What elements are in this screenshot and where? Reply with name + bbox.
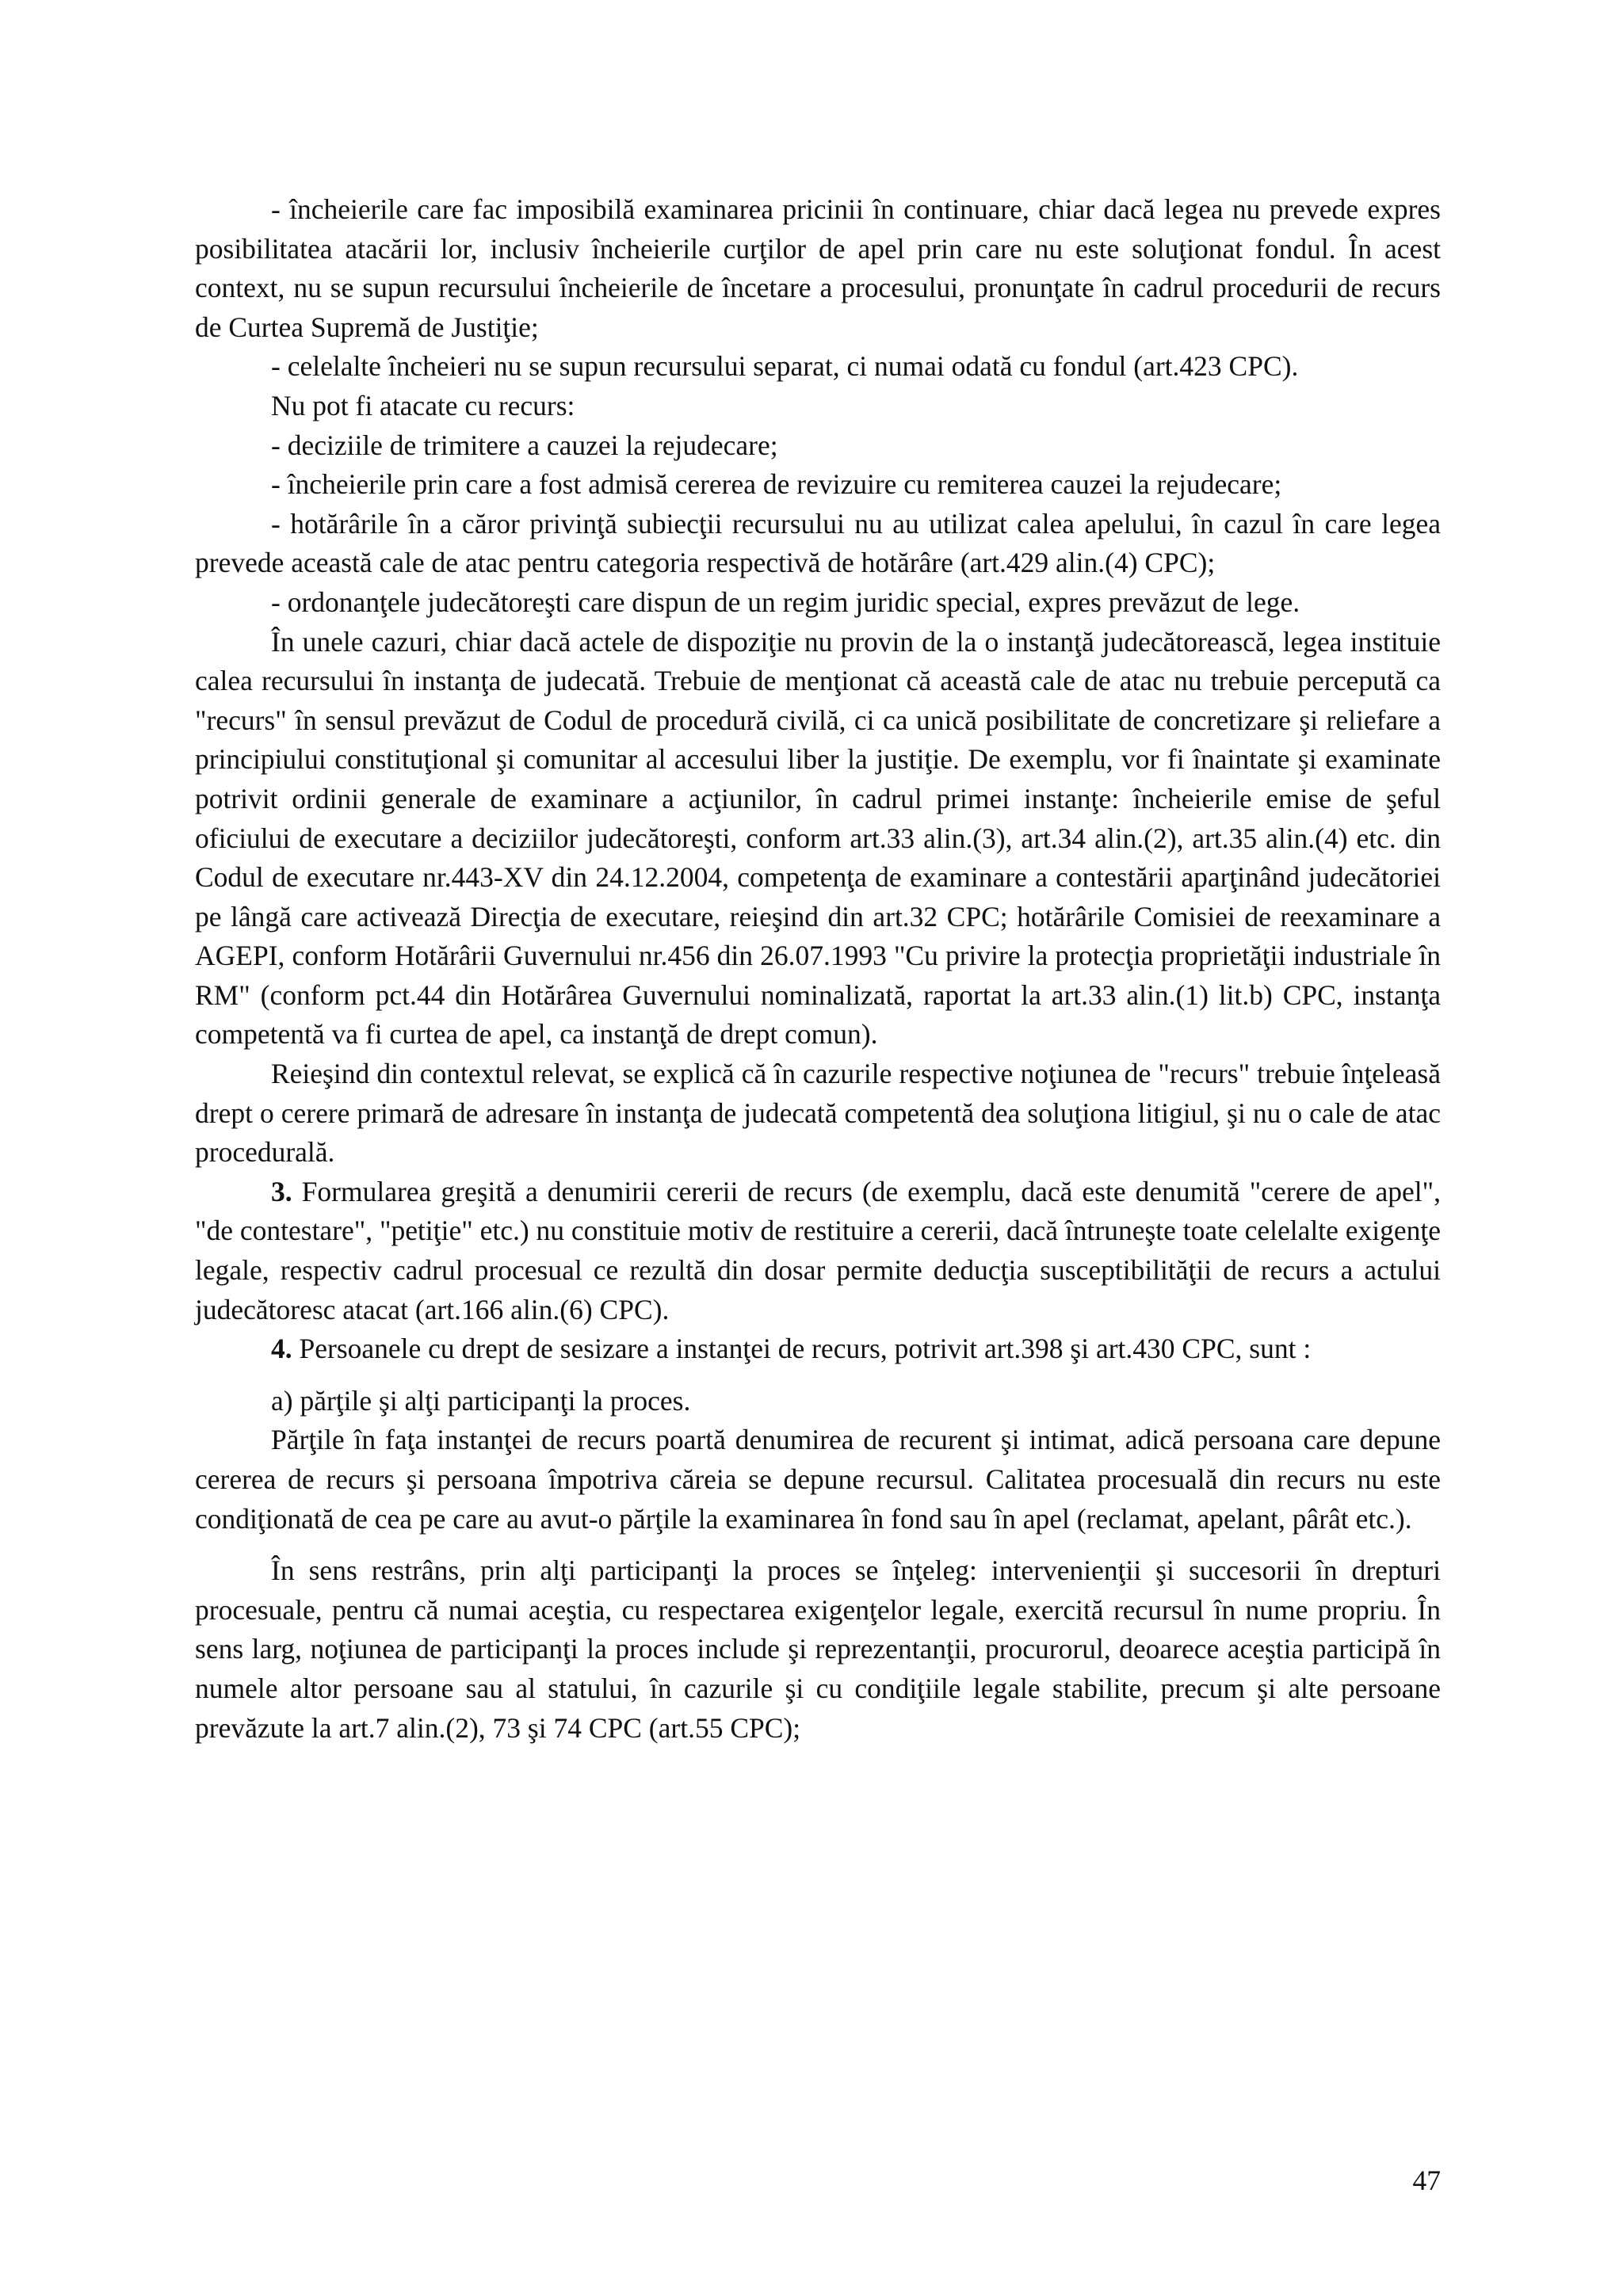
- paragraph: [195, 583, 1441, 623]
- paragraph-text: - deciziile de trimitere a cauzei la rejudecare;: [271, 429, 778, 461]
- paragraph-text: În sens restrâns, prin alţi participanţi la proces se înţeleg: intervenienţii şi succesorii în drepturi procesuale, pentru că numai aceştia, cu respectarea exigenţelor legale, exercită recursul în nume propriu. În sens larg, noţiunea de participanţi la proces include şi reprezentanţii, procurorul, deoarece aceştia participă în numele altor persoane sau al statului, în cazurile şi cu condiţiile legale stabilite, precum şi alte persoane prevăzute la art.7 alin.(2), 73 şi 74 CPC (art.55 CPC);: [195, 1554, 1441, 1744]
- paragraph: [195, 387, 1441, 426]
- paragraph: [195, 426, 1441, 466]
- paragraph: [195, 190, 1441, 347]
- paragraph-text: - ordonanţele judecătoreşti care dispun de un regim juridic special, expres prevăzut de lege.: [271, 585, 1300, 618]
- paragraph-text: a) părţile şi alţi participanţi la proces.: [271, 1384, 691, 1417]
- paragraph: [195, 347, 1441, 387]
- paragraph-text: - celelalte încheieri nu se supun recursului separat, ci numai odată cu fondul (art.423 CPC).: [271, 350, 1299, 383]
- paragraph: [195, 1421, 1441, 1539]
- document-body: [195, 190, 1441, 1748]
- paragraph-text: Părţile în faţa instanţei de recurs poartă denumirea de recurent şi intimat, adică persoana care depune cererea de recurs şi persoana împotriva căreia se depune recursul. Calitatea procesuală din recurs nu este condiţionată de cea pe care au avut-o părţile la examinarea în fond sau în apel (reclamat, apelant, pârât etc.).: [195, 1424, 1441, 1535]
- paragraph-numbered: [195, 1173, 1441, 1329]
- paragraph: [195, 1382, 1441, 1421]
- paragraph-text: Reieşind din contextul relevat, se explică că în cazurile respective noţiunea de "recurs" trebuie înţeleasă drept o cerere primară de adresare în instanţa de judecată competentă dea soluţiona litigiul, şi nu o cale de atac procedurală.: [195, 1058, 1441, 1169]
- paragraph-text: În unele cazuri, chiar dacă actele de dispoziţie nu provin de la o instanţă judecătorească, legea instituie calea recursului în instanţa de judecată. Trebuie de menţionat că această cale de atac nu trebuie percepută ca "recurs" în sensul prevăzut de Codul de procedură civilă, ci ca unică posibilitate de concretizare şi reliefare a principiului constituţional şi comunitar al accesului liber la justiţie. De exemplu, vor fi înaintate şi examinate potrivit ordinii generale de examinare a acţiunilor, în cadrul primei instanţe: încheierile emise de şeful oficiului de executare a deciziilor judecătoreşti, conform art.33 alin.(3), art.34 alin.(2), art.35 alin.(4) etc. din Codul de executare nr.443-XV din 24.12.2004, competenţa de examinare a contestării aparţinând judecătoriei pe lângă care activează Direcţia de executare, reieşind din art.32 CPC; hotărârile Comisiei de reexaminare a AGEPI, conform Hotărârii Guvernului nr.456 din 26.07.1993 "Cu privire la protecţia proprietăţii industriale în RM" (conform pct.44 din Hotărârea Guvernului nominalizată, raportat la art.33 alin.(1) lit.b) CPC, instanţa competentă va fi curtea de apel, ca instanţă de drept comun).: [195, 625, 1441, 1051]
- paragraph-text: Nu pot fi atacate cu recurs:: [271, 389, 575, 421]
- paragraph: [195, 505, 1441, 583]
- paragraph-text: - încheierile care fac imposibilă examinarea pricinii în continuare, chiar dacă legea nu prevede expres posibilitatea atacării lor, inclusiv încheierile curţilor de apel prin care nu este soluţionat fondul. În acest context, nu se supun recursului încheierile de încetare a procesului, pronunţate în cadrul procedurii de recurs de Curtea Supremă de Justiţie;: [195, 193, 1441, 343]
- paragraph: [195, 465, 1441, 505]
- paragraph-number: 3.: [271, 1175, 292, 1207]
- paragraph-number: 4.: [271, 1333, 292, 1365]
- page-number: 47: [1412, 2164, 1441, 2196]
- paragraph-text: Persoanele cu drept de sesizare a instanţei de recurs, potrivit art.398 şi art.430 CPC, sunt :: [292, 1333, 1312, 1365]
- paragraph: [195, 623, 1441, 1055]
- paragraph-text: - încheierile prin care a fost admisă cererea de revizuire cu remiterea cauzei la rejudecare;: [271, 468, 1282, 501]
- paragraph: [195, 1055, 1441, 1173]
- paragraph: [195, 1551, 1441, 1748]
- paragraph-text: Formularea greşită a denumirii cererii de recurs (de exemplu, dacă este denumită "cerere de apel", "de contestare", "petiţie" etc.) nu constituie motiv de restituire a cererii, dacă întruneşte toate celelalte exigenţe legale, respectiv cadrul procesual ce rezultă din dosar permite deducţia susceptibilităţii de recurs a actului judecătoresc atacat (art.166 alin.(6) CPC).: [195, 1175, 1441, 1325]
- paragraph-text: - hotărârile în a căror privinţă subiecţii recursului nu au utilizat calea apelului, în cazul în care legea prevede această cale de atac pentru categoria respectivă de hotărâre (art.429 alin.(4) CPC);: [195, 507, 1441, 579]
- paragraph-numbered: [195, 1329, 1441, 1369]
